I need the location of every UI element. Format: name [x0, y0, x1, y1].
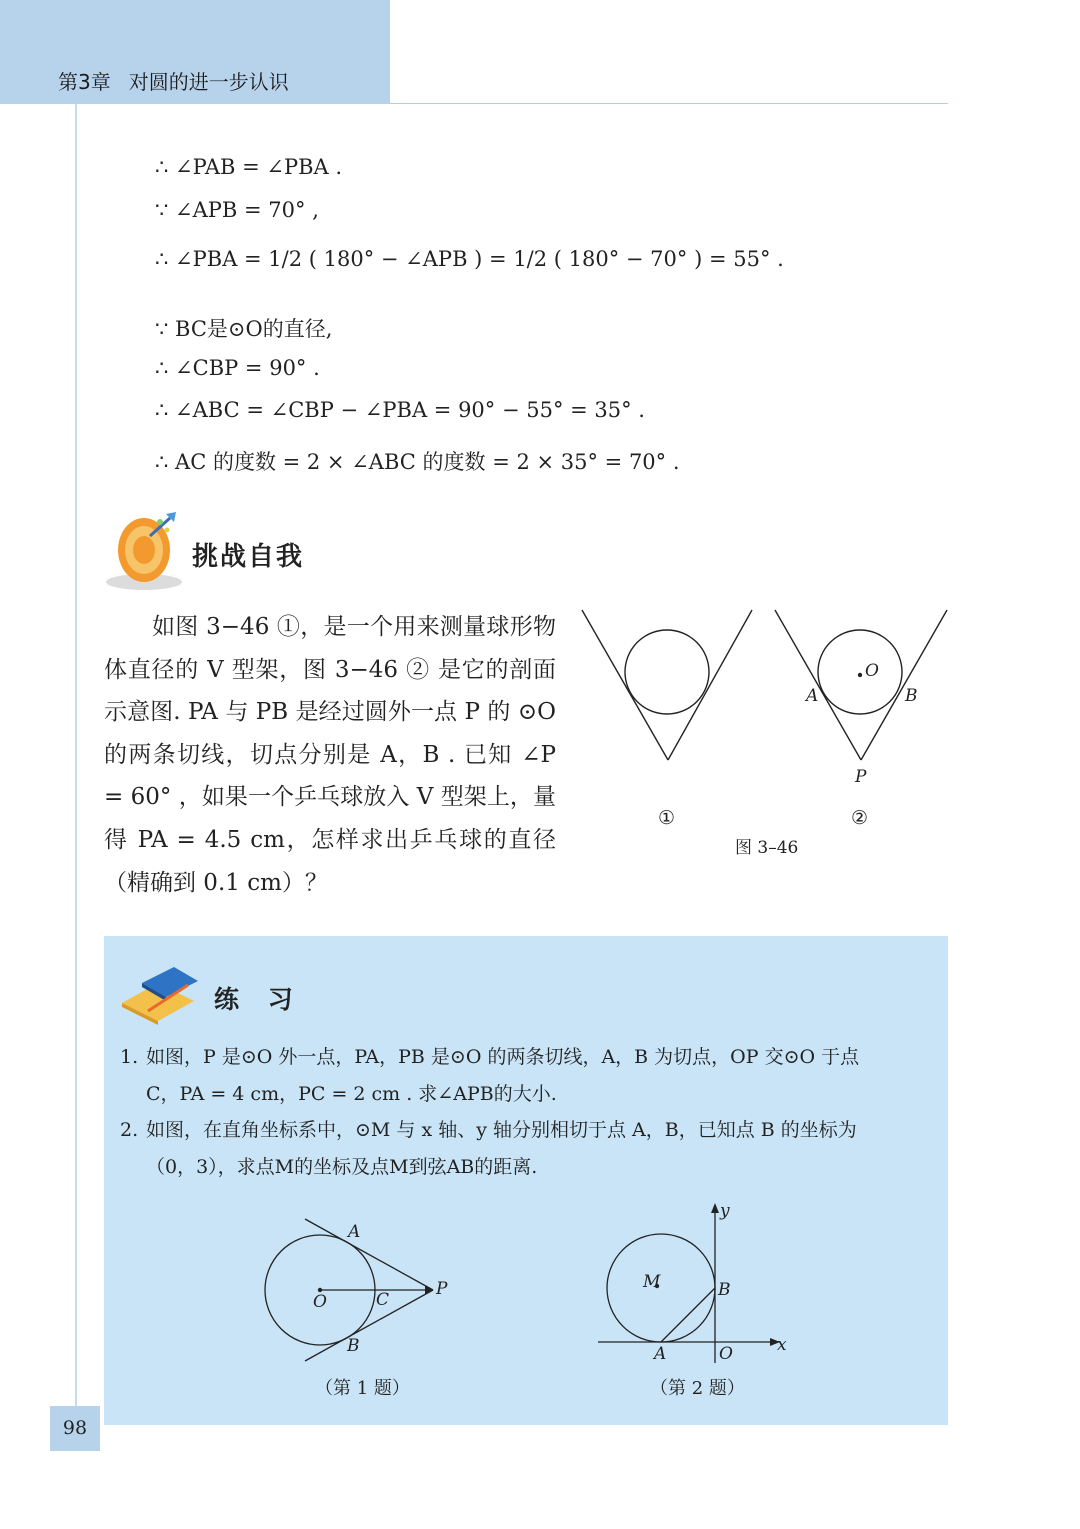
- figure-question-2: [595, 1200, 795, 1365]
- question-2-line-1: 如图，在直角坐标系中，⊙M 与 x 轴、y 轴分别相切于点 A，B，已知点 B 的坐标为: [146, 1119, 857, 1141]
- margin-rule: [75, 104, 77, 1406]
- proof-line-3: ∴ ∠PBA = 1/2 ( 180° − ∠APB ) = 1/2 ( 180° − 70° ) = 55° .: [155, 247, 784, 271]
- question-2: [120, 1112, 934, 1186]
- proof-line-6: ∴ ∠ABC = ∠CBP − ∠PBA = 90° − 55° = 35° .: [155, 398, 645, 422]
- q2-label-B: B: [718, 1280, 731, 1300]
- q1-label-P: P: [436, 1279, 448, 1299]
- q1-caption: （第 1 题）: [315, 1378, 410, 1399]
- q2-label-A: A: [654, 1344, 667, 1364]
- q1-label-A: A: [348, 1222, 361, 1242]
- q2-label-x: x: [777, 1335, 787, 1355]
- question-1-line-2: C，PA = 4 cm，PC = 2 cm . 求∠APB的大小.: [146, 1083, 557, 1105]
- q1-label-O: O: [313, 1292, 327, 1312]
- header-rule: [390, 103, 948, 104]
- q2-label-O: O: [719, 1344, 733, 1364]
- book-pencil-icon: [118, 963, 204, 1025]
- question-1-line-1: 如图，P 是⊙O 外一点，PA，PB 是⊙O 的两条切线，A，B 为切点，OP 交⊙O 于点: [146, 1046, 860, 1068]
- question-2-number: 2.: [120, 1119, 139, 1141]
- q2-caption: （第 2 题）: [650, 1378, 745, 1399]
- q1-label-B: B: [347, 1336, 360, 1356]
- chapter-header: [58, 66, 289, 95]
- question-1: [120, 1039, 934, 1113]
- challenge-title: 挑战自我: [192, 542, 305, 572]
- fig-label-A: A: [806, 686, 819, 706]
- q2-label-M: M: [643, 1272, 661, 1292]
- figure-3-46: [575, 605, 955, 865]
- challenge-paragraph: 如图 3−46 ①，是一个用来测量球形物体直径的 V 型架，图 3−46 ② 是它的剖面示意图. PA 与 PB 是经过圆外一点 P 的 ⊙O 的两条切线，切点分别是 A，B . 已知 ∠P = 60° ，如果一个乒乓球放入 V 型架上，量得 PA = 4.5 cm，怎样求出乒乓球的直径（精确到 0.1 cm）？: [104, 614, 556, 896]
- proof-line-7: ∴ AC 的度数 = 2 × ∠ABC 的度数 = 2 × 35° = 70° .: [155, 450, 680, 474]
- page-number: 98: [50, 1406, 100, 1451]
- chapter-number: 第3章: [58, 70, 111, 94]
- question-2-line-2: （0，3），求点M的坐标及点M到弦AB的距离.: [146, 1156, 538, 1178]
- q2-label-y: y: [720, 1201, 730, 1221]
- proof-line-1: ∴ ∠PAB = ∠PBA .: [155, 155, 343, 179]
- question-1-number: 1.: [120, 1046, 139, 1068]
- proof-line-5: ∴ ∠CBP = 90° .: [155, 356, 320, 380]
- proof-line-2: ∵ ∠APB = 70° ,: [155, 198, 319, 222]
- proof-line-4: ∵ BC是⊙O的直径,: [155, 317, 333, 341]
- fig-sub-1: ①: [658, 807, 676, 829]
- target-icon: [104, 508, 184, 592]
- fig-sub-2: ②: [851, 807, 869, 829]
- chapter-title: 对圆的进一步认识: [128, 70, 289, 94]
- q1-label-C: C: [376, 1290, 390, 1310]
- fig-label-O: O: [865, 661, 879, 681]
- fig-label-P: P: [855, 767, 867, 787]
- challenge-text: [104, 606, 556, 904]
- fig-label-B: B: [905, 686, 918, 706]
- practice-title: 练 习: [214, 985, 303, 1014]
- fig-caption: 图 3–46: [735, 838, 799, 858]
